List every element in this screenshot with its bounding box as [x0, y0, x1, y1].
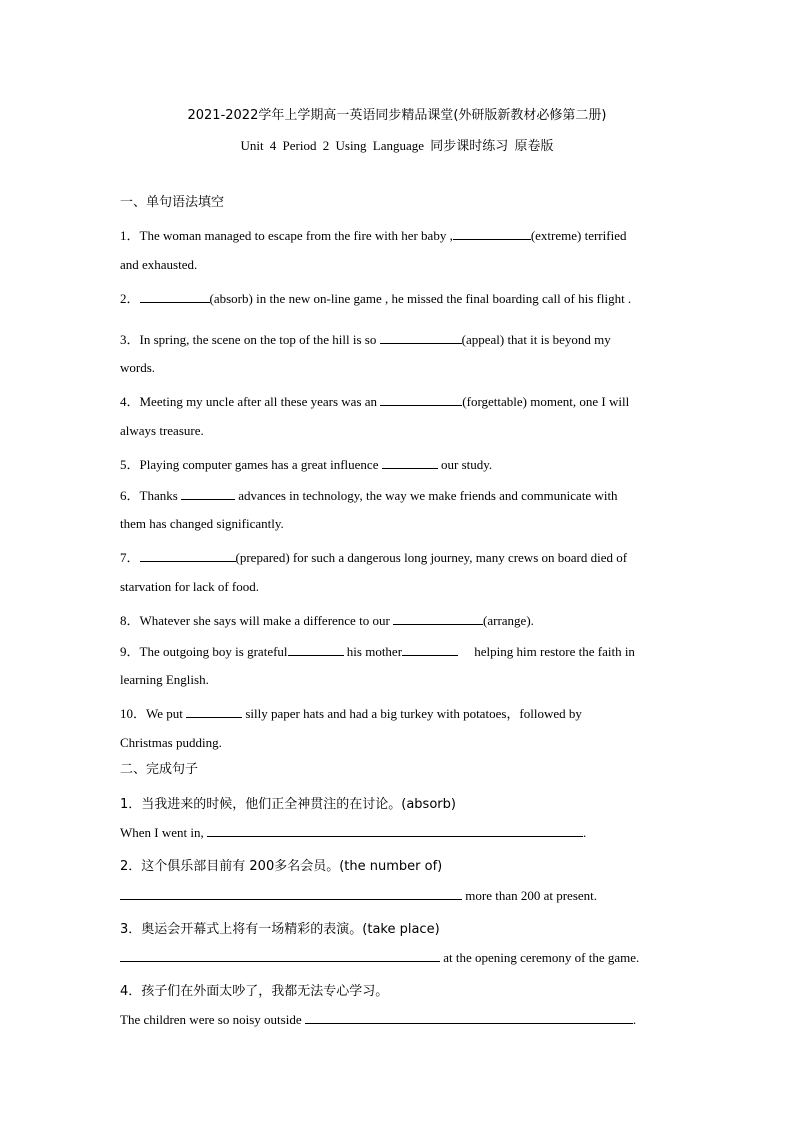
question-2: 2． (absorb) in the new on-line game , he missed the final boarding call of his flight . — [120, 291, 632, 306]
answer-blank[interactable] — [120, 887, 462, 900]
question-4-cont: always treasure. — [120, 423, 204, 438]
question-3-cont: words. — [120, 360, 156, 375]
question-9: 9．The outgoing boy is grateful his mother helping him restore the faith in — [120, 644, 635, 659]
sentence-4-prompt: 4．孩子们在外面太吵了，我都无法专心学习。 — [120, 984, 389, 999]
section-heading-grammar: 一、单句语法填空 — [120, 195, 225, 210]
question-8: 8．Whatever she says will make a difference to our (arrange). — [120, 613, 534, 628]
question-9-cont: learning English. — [120, 672, 209, 687]
answer-blank[interactable] — [380, 331, 462, 344]
sentence-1-prompt: 1．当我进来的时候，他们正全神贯注的在讨论。(absorb) — [120, 797, 456, 812]
answer-blank[interactable] — [305, 1011, 633, 1024]
sentence-3-answer: at the opening ceremony of the game. — [120, 949, 668, 966]
sentence-2-answer: more than 200 at present. — [120, 887, 668, 904]
answer-blank[interactable] — [186, 705, 242, 718]
question-10-cont: Christmas pudding. — [120, 735, 222, 750]
answer-blank[interactable] — [181, 487, 235, 500]
question-7-cont: starvation for lack of food. — [120, 579, 259, 594]
question-7: 7． (prepared) for such a dangerous long journey, many crews on board died of — [120, 550, 628, 565]
sentence-4-answer: The children were so noisy outside . — [120, 1012, 637, 1027]
answer-blank[interactable] — [453, 227, 531, 240]
section-heading-sentences: 二、完成句子 — [120, 762, 199, 777]
question-3: 3．In spring, the scene on the top of the hill is so (appeal) that it is beyond my — [120, 332, 611, 347]
question-6-cont: them has changed significantly. — [120, 516, 284, 531]
question-1-cont: and exhausted. — [120, 257, 198, 272]
document-subtitle: Unit 4 Period 2 Using Language 同步课时练习 原卷版 — [240, 138, 554, 153]
question-6: 6．Thanks advances in technology, the way we make friends and communicate with — [120, 488, 618, 503]
answer-blank[interactable] — [207, 824, 583, 837]
answer-blank[interactable] — [382, 456, 438, 469]
question-1: 1．The woman managed to escape from the fire with her baby , (extreme) terrified — [120, 228, 627, 243]
sentence-1-answer: When I went in, . — [120, 825, 587, 840]
sentence-3-prompt: 3．奥运会开幕式上将有一场精彩的表演。(take place) — [120, 922, 440, 937]
answer-blank[interactable] — [393, 612, 483, 625]
question-4: 4．Meeting my uncle after all these years was an (forgettable) moment, one I will — [120, 394, 630, 409]
answer-blank[interactable] — [380, 393, 462, 406]
answer-blank[interactable] — [140, 290, 210, 303]
document-title: 2021-2022学年上学期高一英语同步精品课堂(外研版新教材必修第二册) — [187, 108, 607, 123]
answer-blank[interactable] — [120, 949, 440, 962]
answer-blank[interactable] — [140, 549, 236, 562]
answer-blank[interactable] — [402, 643, 458, 656]
question-10: 10．We put silly paper hats and had a big turkey with potatoes，followed by — [120, 706, 582, 721]
answer-blank[interactable] — [288, 643, 344, 656]
question-5: 5．Playing computer games has a great influence our study. — [120, 457, 493, 472]
sentence-2-prompt: 2．这个俱乐部目前有 200多名会员。(the number of) — [120, 859, 443, 874]
